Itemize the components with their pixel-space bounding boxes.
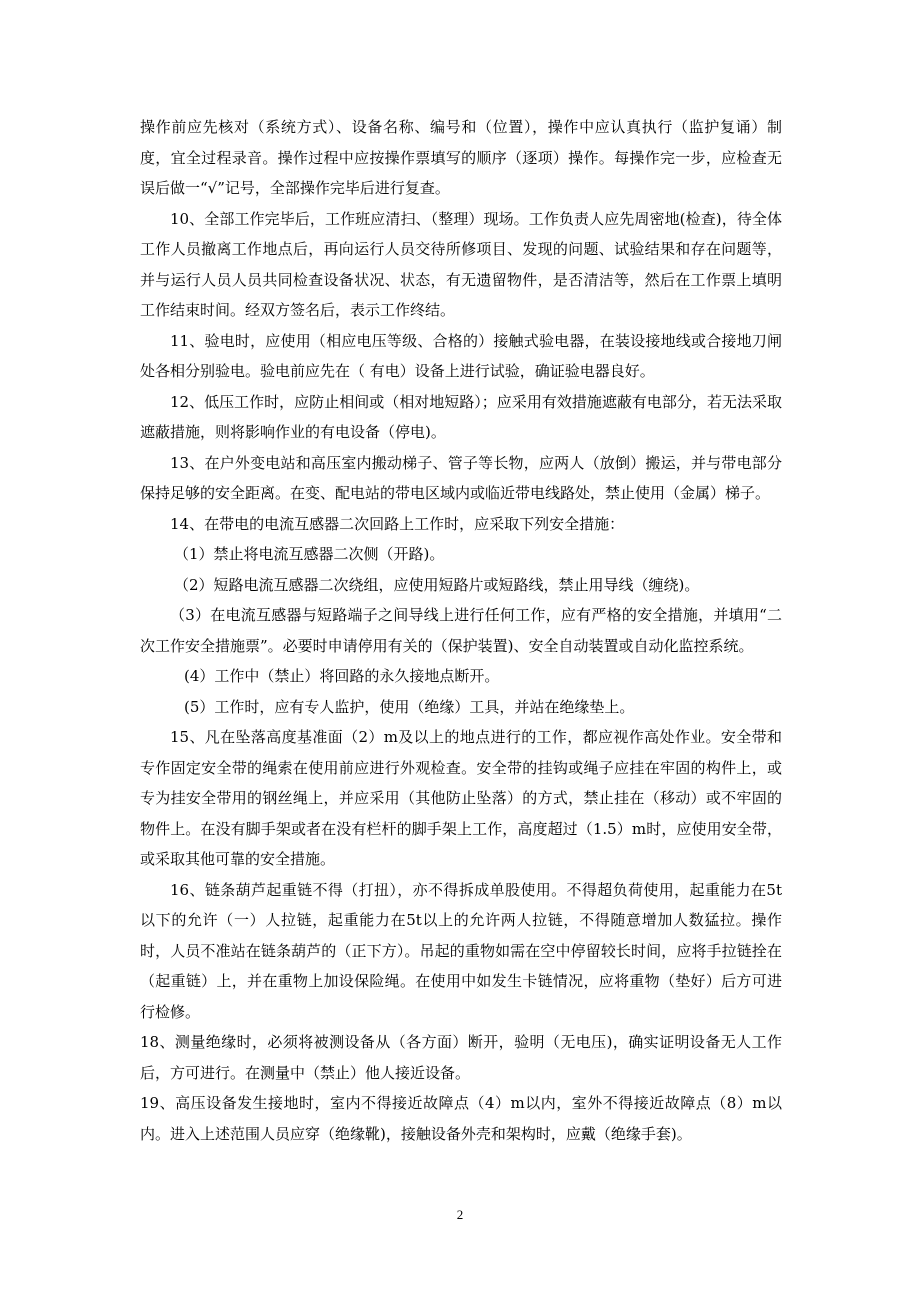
paragraph-item-15: 15、凡在坠落高度基准面（2）m及以上的地点进行的工作，都应视作高处作业。安全带和专作固定安全带的绳索在使用前应进行外观检查。安全带的挂钩或绳子应挂在牢固的构件上，或专为挂安全带用的钢丝绳上，并应采用（其他防止坠落）的方式，禁止挂在（移动）或不牢固的物件上。在没有脚手架或者在没有栏杆的脚手架上工作，高度超过（1.5）m时，应使用安全带，或采取其他可靠的安全措施。 [140,728,782,868]
paragraph-item-16: 16、链条葫芦起重链不得（打扭），亦不得拆成单股使用。不得超负荷使用，起重能力在5t以下的允许（一）人拉链，起重能力在5t以上的允许两人拉链，不得随意增加人数猛拉。操作时，人员不准站在链条葫芦的（正下方）。吊起的重物如需在空中停留较长时间，应将手拉链拴在（起重链）上，并在重物上加设保险绳。在使用中如发生卡链情况，应将重物（垫好）后方可进行检修。 [140,880,782,1021]
document-body [140,112,782,1149]
paragraph-item-13: 13、在户外变电站和高压室内搬动梯子、管子等长物，应两人（放倒）搬运，并与带电部分保持足够的安全距离。在变、配电站的带电区域内或临近带电线路处，禁止使用（金属）梯子。 [140,453,782,502]
paragraph-operation-check: 操作前应先核对（系统方式）、设备名称、编号和（位置），操作中应认真执行（监护复诵）制度，宜全过程录音。操作过程中应按操作票填写的顺序（逐项）操作。每操作完一步，应检查无误后做一“√”记号，全部操作完毕后进行复查。 [140,118,782,197]
paragraph-item-14-2: （2）短路电流互感器二次绕组，应使用短路片或短路线，禁止用导线（缠绕)。 [174,575,700,594]
page-number: 2 [456,1207,464,1222]
paragraph-item-14-5: (5）工作时，应有专人监护，使用（绝缘）工具，并站在绝缘垫上。 [184,697,635,716]
paragraph-item-10: 10、全部工作完毕后，工作班应清扫、（整理）现场。工作负责人应先周密地(检查)，待全体工作人员撤离工作地点后，再向运行人员交待所修项目、发现的问题、试验结果和存在问题等，并与运行人员人员共同检查设备状况、状态，有无遗留物件，是否清洁等，然后在工作票上填明工作结束时间。经双方签名后，表示工作终结。 [140,209,782,319]
paragraph-item-11: 11、验电时，应使用（相应电压等级、合格的）接触式验电器，在装设接地线或合接地刀闸处各相分别验电。验电前应先在（ 有电）设备上进行试验，确证验电器良好。 [140,331,782,380]
paragraph-item-14: 14、在带电的电流互感器二次回路上工作时，应采取下列安全措施： [170,514,625,533]
paragraph-item-14-1: （1）禁止将电流互感器二次侧（开路)。 [174,545,445,563]
paragraph-item-18: 18、测量绝缘时，必须将被测设备从（各方面）断开，验明（无电压)，确实证明设备无人工作后，方可进行。在测量中（禁止）他人接近设备。 [140,1033,782,1082]
paragraph-item-14-3: （3）在电流互感器与短路端子之间导线上进行任何工作，应有严格的安全措施，并填用“二次工作安全措施票”。必要时申请停用有关的（保护装置)、安全自动装置或自动化监控系统。 [140,606,782,655]
paragraph-item-12: 12、低压工作时，应防止相间或（相对地短路）；应采用有效措施遮蔽有电部分，若无法采取遮蔽措施，则将影响作业的有电设备（停电)。 [140,392,782,441]
paragraph-item-14-4: (4）工作中（禁止）将回路的永久接地点断开。 [184,667,500,685]
paragraph-item-19: 19、高压设备发生接地时，室内不得接近故障点（4）m以内，室外不得接近故障点（8）m以内。进入上述范围人员应穿（绝缘靴)，接触设备外壳和架构时，应戴（绝缘手套)。 [140,1094,782,1143]
